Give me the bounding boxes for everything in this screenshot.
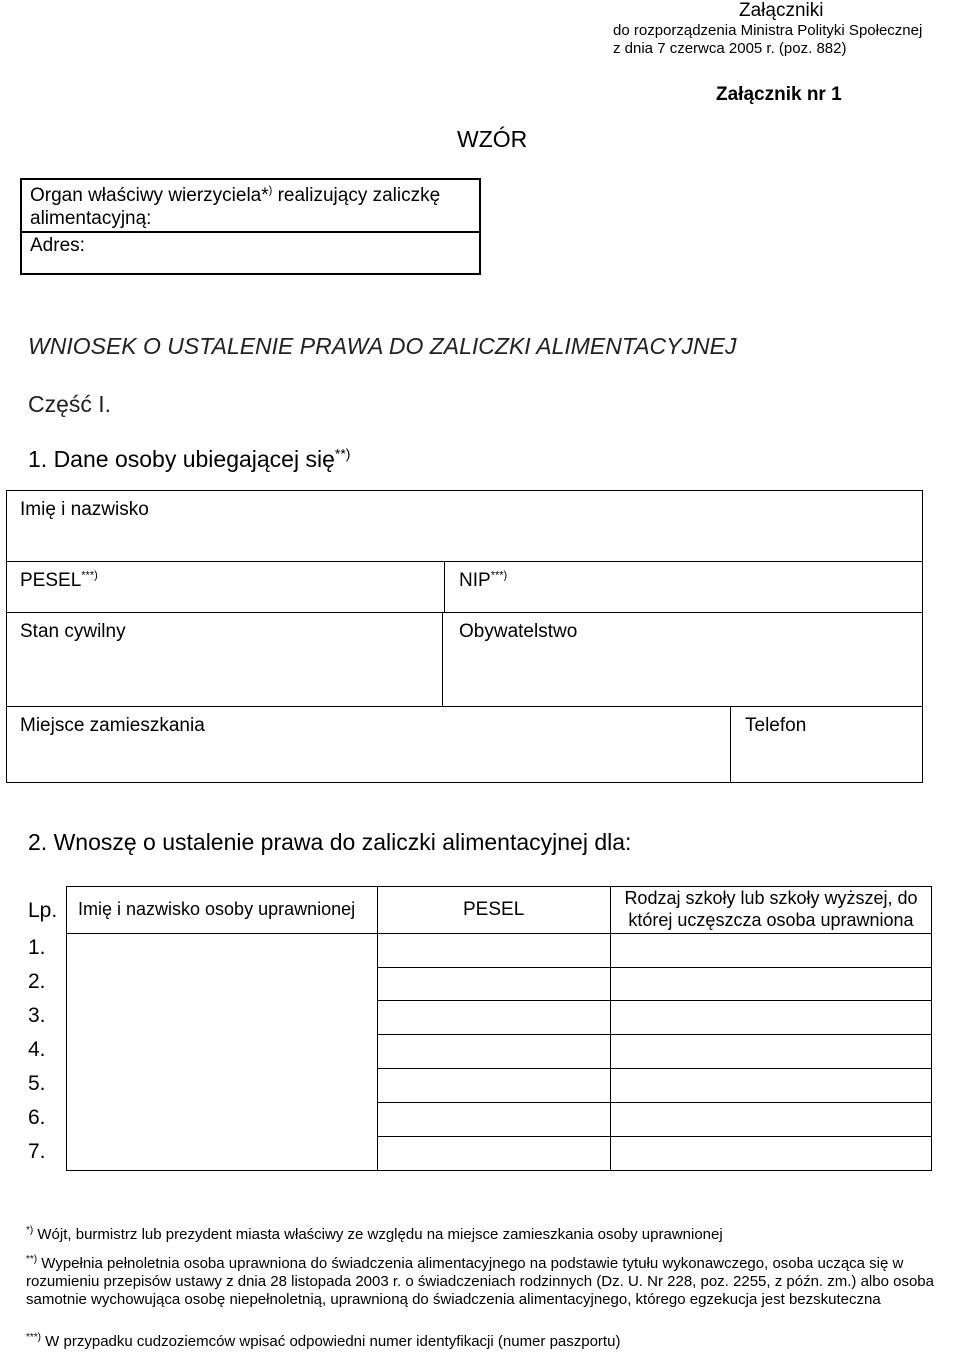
footnote-1 — [26, 1226, 960, 1244]
table-row-line — [377, 1000, 931, 1001]
table-col-line-3 — [610, 886, 611, 1171]
section1-title-text: 1. Dane osoby ubiegającej się — [28, 446, 335, 472]
col-pesel: PESEL — [463, 899, 525, 920]
footnote-2 — [26, 1255, 960, 1309]
organ-label-line2: alimentacyjną: — [30, 208, 152, 229]
marital-status-label: Stan cywilny — [20, 621, 126, 642]
citizenship-label: Obywatelstwo — [459, 621, 578, 642]
footnote-3-mark: ***) — [26, 1332, 42, 1343]
header-line2: z dnia 7 czerwca 2005 r. (poz. 882) — [613, 40, 847, 57]
col-lp: Lp. — [28, 899, 58, 922]
table-row-line — [377, 1136, 931, 1137]
table-row: 1. — [28, 936, 46, 959]
name-label: Imię i nazwisko — [20, 499, 149, 520]
col-name: Imię i nazwisko osoby uprawnionej — [78, 899, 356, 919]
residence-label: Miejsce zamieszkania — [20, 715, 205, 736]
table-col-line-1 — [66, 886, 67, 1171]
part-label: Część I. — [28, 391, 112, 417]
nip-label-sup: ***) — [490, 569, 508, 582]
footnote-2-text: Wypełnia pełnoletnia osoba uprawniona do świadczenia alimentacyjnego na podstawie tytułu wykonawczego, osoba ucząca się w rozumieniu przepisów ustawy z dnia 28 listopada 2003 r. o świadczeniach rodzinnych (Dz. U. Nr 228, poz. 2255, z późn. zm.) albo osoba samotnie wychowująca osobę niepełnoletnią, uprawnioną do świadczenia alimentacyjnego, którego egzekucja jest bezskuteczna — [26, 1255, 934, 1308]
table-top-line — [66, 886, 932, 887]
table-row: 7. — [28, 1140, 46, 1163]
organ-label — [30, 184, 440, 230]
nip-label-text: NIP — [459, 570, 491, 591]
footnote-1-text: Wójt, burmistrz lub prezydent miasta właściwy ze względu na miejsce zamieszkania osoby uprawnionej — [33, 1226, 723, 1243]
table-header-line — [66, 933, 932, 934]
table-row-line — [377, 1068, 931, 1069]
section1-title — [28, 446, 350, 473]
footnote-3 — [26, 1333, 960, 1351]
table-row: 6. — [28, 1106, 46, 1129]
footnote-3-text: W przypadku cudzoziemców wpisać odpowiedni numer identyfikacji (numer paszportu) — [41, 1333, 621, 1350]
table-bottom-line — [66, 1170, 932, 1171]
table-row: 2. — [28, 970, 46, 993]
organ-divider — [22, 231, 479, 233]
table-row: 5. — [28, 1072, 46, 1095]
table-row: 4. — [28, 1038, 46, 1061]
form-title: WNIOSEK O USTALENIE PRAWA DO ZALICZKI ALIMENTACYJNEJ — [28, 333, 737, 359]
header-title: Załączniki — [739, 0, 824, 21]
phone-label: Telefon — [745, 715, 807, 736]
footnote-1-mark: *) — [26, 1225, 34, 1236]
organ-box — [20, 178, 481, 275]
nip-field[interactable] — [444, 561, 923, 613]
organ-label-sup: ) — [268, 184, 273, 197]
annex-label: Załącznik nr 1 — [716, 84, 842, 105]
pesel-label — [20, 570, 98, 592]
section1-title-sup: **) — [334, 445, 351, 462]
table-row-line — [377, 1034, 931, 1035]
table-row-line — [377, 1102, 931, 1103]
organ-label-b: realizujący zaliczkę — [272, 185, 441, 206]
organ-label-a: Organ właściwy wierzyciela* — [30, 185, 269, 206]
table-col-line-2 — [377, 886, 378, 1171]
table-row-line — [377, 967, 931, 968]
table-col-line-4 — [931, 886, 932, 1171]
organ-address-label: Adres: — [30, 235, 85, 256]
table-row: 3. — [28, 1004, 46, 1027]
header-line1: do rozporządzenia Ministra Polityki Społecznej — [613, 22, 923, 39]
nip-label — [459, 570, 507, 592]
pesel-label-text: PESEL — [20, 570, 82, 591]
pesel-label-sup: ***) — [81, 569, 98, 582]
section2-title: 2. Wnoszę o ustalenie prawa do zaliczki alimentacyjnej dla: — [28, 829, 632, 855]
wzor-label: WZÓR — [457, 126, 528, 152]
col-school: Rodzaj szkoły lub szkoły wyższej, do której uczęszcza osoba uprawniona — [624, 888, 918, 930]
footnote-2-mark: **) — [26, 1254, 38, 1265]
